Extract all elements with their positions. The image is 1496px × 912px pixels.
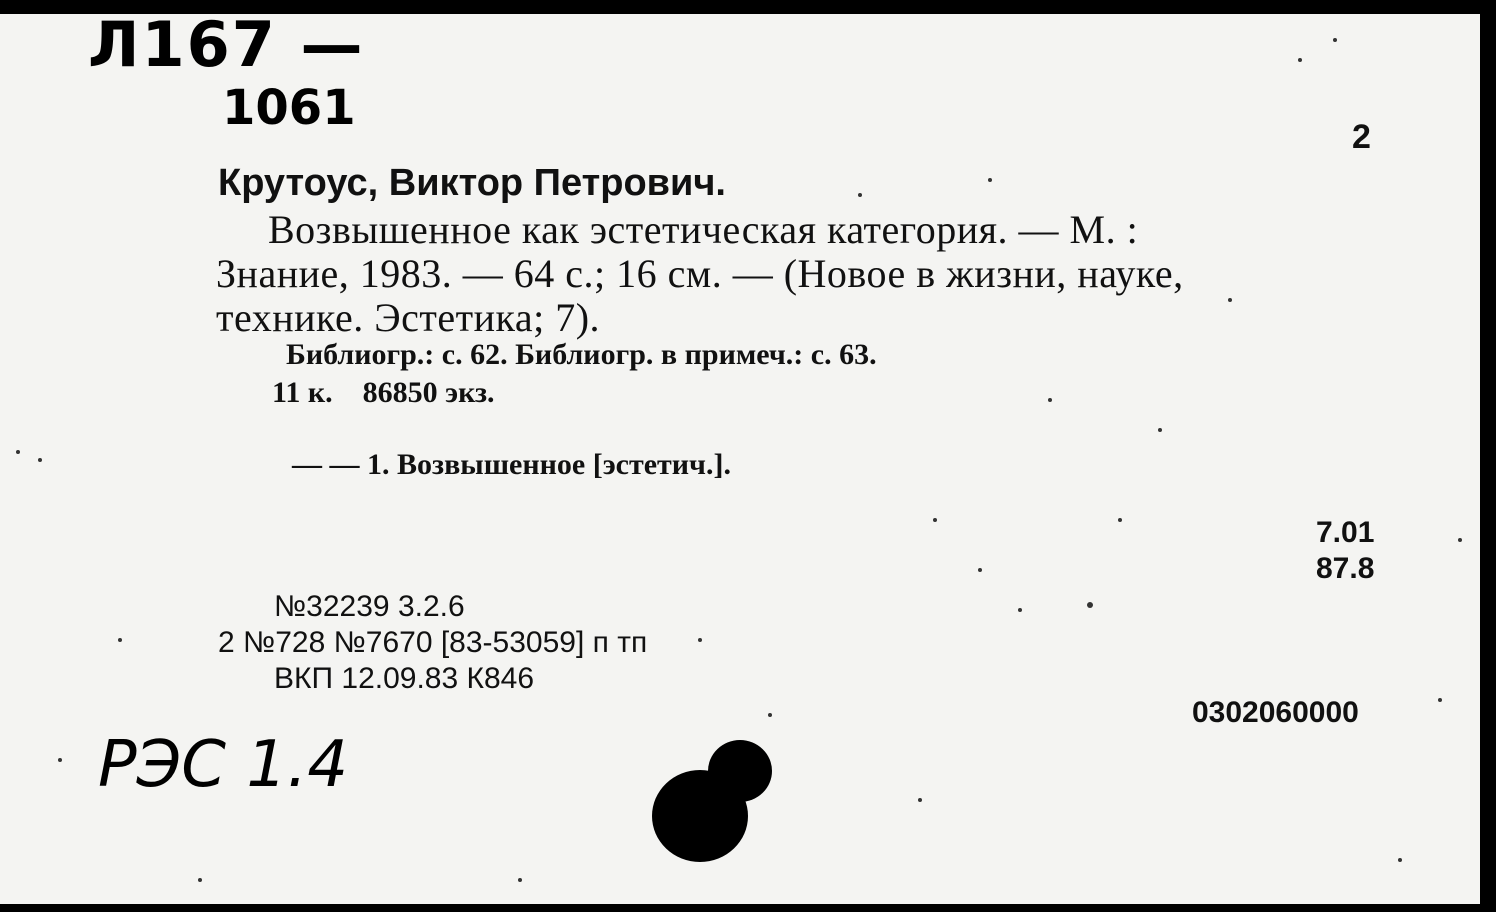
classification-2: 87.8 <box>1316 552 1375 585</box>
price-and-copies: 11 к. 86850 экз. <box>272 376 495 409</box>
bibliography-note: Библиогр.: с. 62. Библиогр. в примеч.: с. 63. <box>286 338 877 371</box>
handwritten-bottom-note: РЭС 1.4 <box>98 728 349 802</box>
subject-heading: — — 1. Возвышенное [эстетич.]. <box>292 448 731 481</box>
title-line-2: Знание, 1983. — 64 с.; 16 см. — (Новое в жизни, науке, <box>216 251 1184 296</box>
author-heading: Крутоус, Виктор Петрович. <box>218 162 726 204</box>
handwritten-number: 1061 <box>222 80 356 136</box>
punch-hole-notch <box>708 740 772 802</box>
handwritten-shelf-mark: Л167 — <box>88 8 365 81</box>
code-line-1: №32239 3.2.6 <box>274 590 465 623</box>
code-line-2: 2 №728 №7670 [83-53059] п тп <box>218 626 648 659</box>
classification-1: 7.01 <box>1316 516 1375 549</box>
card-number: 2 <box>1352 118 1371 156</box>
isbn-code: 0302060000 <box>1192 696 1359 729</box>
title-line-3: технике. Эстетика; 7). <box>216 295 601 340</box>
code-line-3: ВКП 12.09.83 К846 <box>274 662 535 695</box>
title-line-1: Возвышенное как эстетическая категория. — М. : <box>268 207 1139 252</box>
